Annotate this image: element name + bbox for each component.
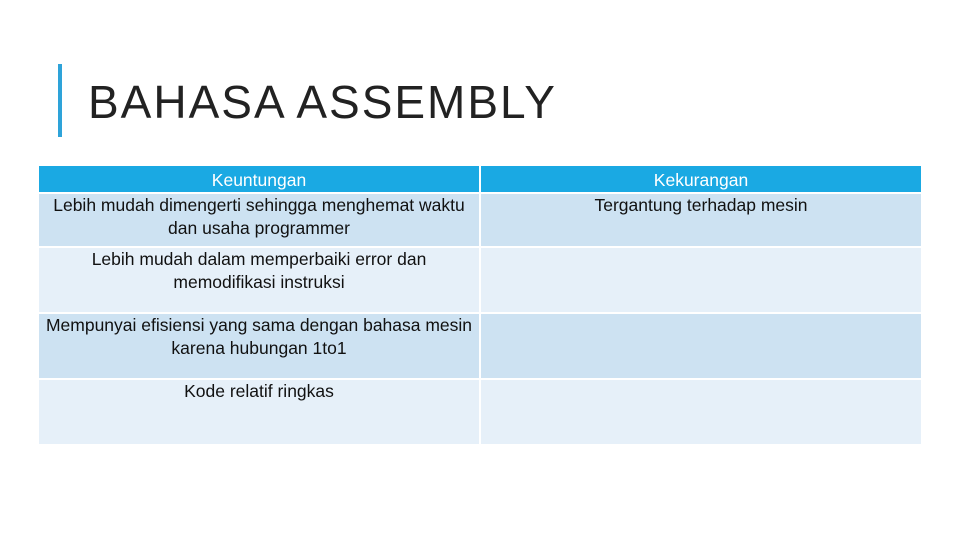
title-accent-bar	[58, 64, 62, 137]
cons-cell: Tergantung terhadap mesin	[480, 193, 922, 247]
cons-cell	[480, 313, 922, 379]
table-row	[38, 379, 922, 445]
cons-cell	[480, 247, 922, 313]
header-pros: Keuntungan	[38, 165, 480, 193]
header-cons: Kekurangan	[480, 165, 922, 193]
table-row	[38, 247, 922, 313]
pros-cell: Lebih mudah dalam memperbaiki error dan memodifikasi instruksi	[38, 247, 480, 313]
pros-cell: Mempunyai efisiensi yang sama dengan bahasa mesin karena hubungan 1to1	[38, 313, 480, 379]
table-header-row	[38, 165, 922, 193]
pros-cell: Lebih mudah dimengerti sehingga menghemat waktu dan usaha programmer	[38, 193, 480, 247]
page-title: BAHASA ASSEMBLY	[88, 76, 557, 128]
table-row	[38, 313, 922, 379]
table-row	[38, 193, 922, 247]
pros-cons-table	[37, 164, 923, 446]
cons-cell	[480, 379, 922, 445]
pros-cell: Kode relatif ringkas	[38, 379, 480, 445]
